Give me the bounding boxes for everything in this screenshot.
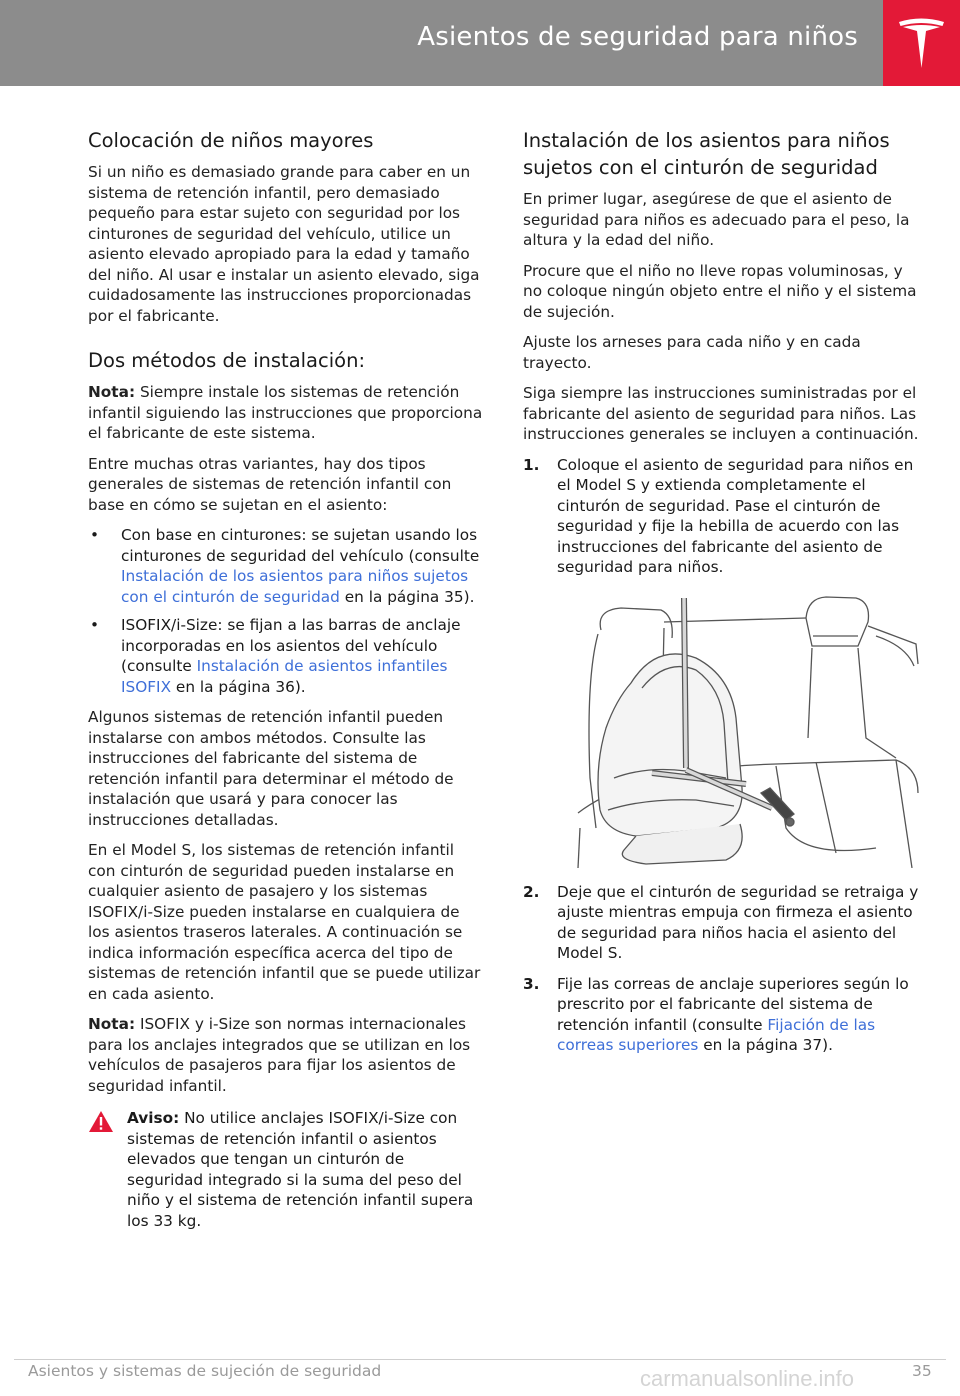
step-text: Coloque el asiento de seguridad para niños en el Model S y extienda completamente el cinturón de seguridad. Pase el cinturón de seguridad y fije la hebilla de acuerdo con las instrucciones del fabricante del asiento de seguridad para niños. <box>557 455 914 576</box>
note-label: Nota: <box>88 383 136 401</box>
list-item-text: en la página 36). <box>171 677 306 696</box>
steps-list-continued <box>523 882 919 1056</box>
note-text: ISOFIX y i-Size son normas internacionales para los anclajes integrados que se utilizan en los vehículos de pasajeros para fijar los asientos de seguridad infantil. <box>88 1015 471 1095</box>
paragraph-booster: Si un niño es demasiado grande para caber en un sistema de retención infantil, pero demasiado pequeño para estar sujeto con seguridad por los cinturones de seguridad del vehículo, utilice un asiento elevado apropiado para la edad y tamaño del niño. Al usar e instalar un asiento elevado, siga cuidadosamente las instrucciones proporcionadas por el fabricante. <box>88 163 480 325</box>
heading-installation-methods: Dos métodos de instalación: <box>88 349 366 372</box>
page-header <box>0 0 960 86</box>
step-item <box>523 974 919 1056</box>
step-item <box>523 455 919 578</box>
paragraph-instructions: Siga siempre las instrucciones suministradas por el fabricante del asiento de seguridad para niños. Las instrucciones generales se incluyen a continuación. <box>523 384 919 443</box>
step-item <box>523 882 919 964</box>
step-number: 3. <box>523 974 540 993</box>
bullet: • <box>90 616 100 634</box>
link-top-tether[interactable]: Fijación de las correas superiores <box>557 1015 876 1054</box>
steps-list <box>523 455 919 578</box>
note-isofix <box>88 1014 483 1096</box>
paragraph-types: Entre muchas otras variantes, hay dos tipos generales de sistemas de retención infantil con base en cómo se sujetan en el asiento: <box>88 454 452 514</box>
list-item <box>88 615 483 697</box>
heading-belt-installation: Instalación de los asientos para niños sujetos con el cinturón de seguridad <box>523 129 890 179</box>
page-title: Asientos de seguridad para niños <box>417 22 858 52</box>
right-column <box>523 128 919 1066</box>
note-install <box>88 382 483 444</box>
step-text: Fije las correas de anclaje superiores según lo prescrito por el fabricante del sistema de retención infantil (consulte <box>557 974 909 1034</box>
heading-older-children: Colocación de niños mayores <box>88 129 374 152</box>
step-number: 1. <box>523 455 540 474</box>
step-text: Deje que el cinturón de seguridad se retraiga y ajuste mientras empuja con firmeza el asiento de seguridad para niños hacia el asiento del Model S. <box>557 882 919 962</box>
child-seat-illustration <box>576 588 919 868</box>
left-column <box>88 128 483 1231</box>
footer-divider <box>14 1359 946 1360</box>
paragraph-model-s-seats: En el Model S, los sistemas de retención infantil con cinturón de seguridad pueden instalarse en cualquier asiento de pasajero y los sistemas ISOFIX/i-Size pueden instalarse en cualquiera de los asientos traseros laterales. A continuación se indica información específica acerca del tipo de sistemas de retención infantil que se puede utilizar en cada asiento. <box>88 841 481 1003</box>
list-item-text: en la página 35). <box>339 587 475 606</box>
list-item-text: Con base en cinturones: se sujetan usando los cinturones de seguridad del vehículo (consulte <box>121 526 480 565</box>
warning-label: Aviso: <box>127 1109 180 1127</box>
brand-logo <box>883 0 960 86</box>
paragraph-both-methods: Algunos sistemas de retención infantil pueden instalarse con ambos métodos. Consulte las instrucciones del fabricante del sistema de retención infantil para determinar el método de instalación que usará y para conocer las instrucciones detalladas. <box>88 708 454 829</box>
note-label: Nota: <box>88 1015 136 1033</box>
step-text: en la página 37). <box>698 1036 833 1054</box>
note-text: Siempre instale los sistemas de retención infantil siguiendo las instrucciones que proporciona el fabricante de este sistema. <box>88 383 483 442</box>
install-types-list <box>88 525 483 697</box>
list-item-text: ISOFIX/i-Size: se fijan a las barras de anclaje incorporadas en los asientos del vehículo (consulte <box>121 616 461 675</box>
link-belt-installation[interactable]: Instalación de los asientos para niños sujetos con el cinturón de seguridad <box>121 567 469 606</box>
page-number: 35 <box>912 1362 932 1380</box>
paragraph-harness: Ajuste los arneses para cada niño y en cada trayecto. <box>523 333 861 372</box>
list-item <box>88 525 483 607</box>
warning-block <box>88 1108 483 1231</box>
warning-text: No utilice anclajes ISOFIX/i-Size con sistemas de retención infantil o asientos elevados que tengan un cinturón de seguridad integrado si la suma del peso del niño y el sistema de retención infantil supera los 33 kg. <box>127 1109 474 1230</box>
watermark: carmanualsonline.info <box>640 1366 855 1391</box>
paragraph-clothing: Procure que el niño no lleve ropas voluminosas, y no coloque ningún objeto entre el niño y el sistema de sujeción. <box>523 261 917 321</box>
paragraph-suitability: En primer lugar, asegúrese de que el asiento de seguridad para niños es adecuado para el peso, la altura y la edad del niño. <box>523 190 910 249</box>
warning-icon <box>88 1110 114 1133</box>
link-isofix-installation[interactable]: Instalación de asientos infantiles ISOFIX <box>121 657 448 696</box>
footer-section: Asientos y sistemas de sujeción de seguridad <box>28 1362 382 1380</box>
bullet: • <box>90 526 100 544</box>
tesla-logo-icon <box>897 16 946 71</box>
step-number: 2. <box>523 882 540 901</box>
